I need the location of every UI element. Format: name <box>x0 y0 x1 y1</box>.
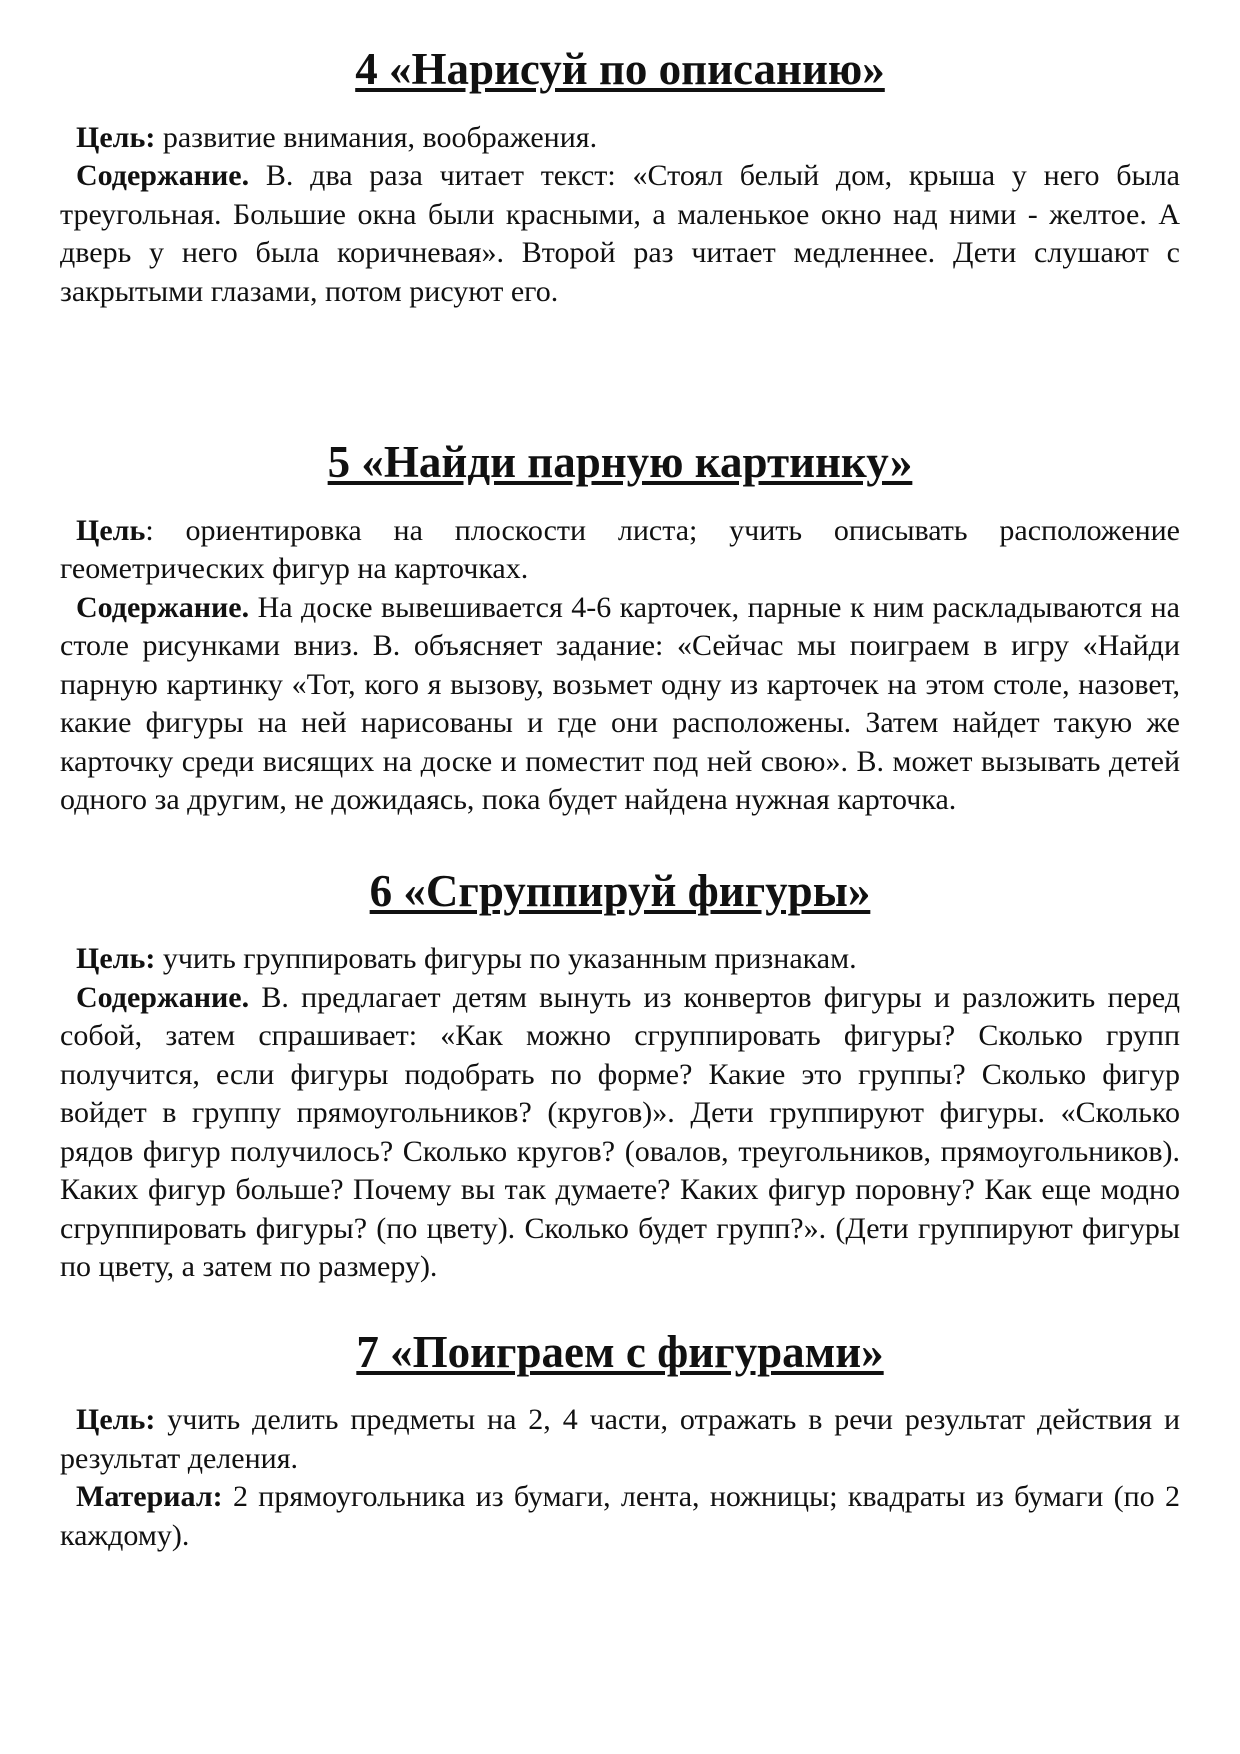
goal-text: развитие внимания, воображения. <box>155 120 598 154</box>
section-title: 4 «Нарисуй по описанию» <box>355 44 885 94</box>
content-text: В. два раза читает текст: «Стоял белый дом, крыша у него была треугольная. Большие окна были красными, а маленькое окно над ними - желтое. А дверь у него была коричневая». Второй раз читает медленнее. Дети слушают с закрытыми глазами, потом рисуют его. <box>60 159 1180 308</box>
goal-text: учить делить предметы на 2, 4 части, отражать в речи результат действия и результат деления. <box>60 1403 1180 1475</box>
section-7 <box>60 1326 1180 1556</box>
goal-label: Цель <box>76 513 146 547</box>
goal-paragraph <box>60 940 1180 979</box>
document-page <box>60 44 1180 1555</box>
section-6 <box>60 865 1180 1287</box>
section-5 <box>60 437 1180 820</box>
section-title: 7 «Поиграем с фигурами» <box>356 1326 884 1377</box>
content-text: На доске вывешивается 4-6 карточек, парные к ним раскладываются на столе рисунками вниз. В. объясняет задание: «Сейчас мы поиграем в игру «Найди парную картинку «Тот, кого я вызову, возьмет одну из карточек на этом столе, назовет, какие фигуры на ней нарисованы и где они расположены. Затем найдет такую же карточку среди висящих на доске и поместит под ней свою». В. может вызывать детей одного за другим, не дожидаясь, пока будет найдена нужная карточка. <box>60 590 1180 816</box>
goal-label: Цель: <box>76 1403 156 1436</box>
material-paragraph <box>60 1478 1180 1555</box>
content-paragraph <box>60 589 1180 820</box>
goal-paragraph <box>60 1401 1180 1478</box>
content-text: В. предлагает детям вынуть из конвертов фигуры и разложить перед собой, затем спрашивает: «Как можно сгруппировать фигуры? Сколько групп получится, если фигуры подобрать по форме? Какие это группы? Сколько фигур войдет в группу прямоугольников? (кругов)». Дети группируют фигуры. «Сколько рядов фигур получилось? Сколько кругов? (овалов, треугольников, прямоугольников). Каких фигур больше? Почему вы так думаете? Каких фигур поровну? Как еще модно сгруппировать фигуры? (по цвету). Сколько будет групп?». (Дети группируют фигуры по цвету, а затем по размеру). <box>60 980 1180 1283</box>
section-title: 5 «Найди парную картинку» <box>327 437 913 487</box>
content-label: Содержание. <box>76 159 250 192</box>
material-label: Материал: <box>76 1480 223 1513</box>
section-title: 6 «Сгруппируй фигуры» <box>369 865 871 916</box>
material-text: 2 прямоугольника из бумаги, лента, ножницы; квадраты из бумаги (по 2 каждому). <box>60 1480 1180 1552</box>
content-label: Содержание. <box>76 590 250 624</box>
goal-label: Цель: <box>76 120 156 154</box>
goal-text: : ориентировка на плоскости листа; учить описывать расположение геометрических фигур на карточках. <box>60 513 1180 585</box>
content-paragraph <box>60 979 1180 1287</box>
goal-paragraph <box>60 119 1180 158</box>
content-paragraph <box>60 157 1180 311</box>
content-label: Содержание. <box>76 980 250 1014</box>
goal-paragraph <box>60 512 1180 589</box>
goal-label: Цель: <box>76 942 156 975</box>
goal-text: учить группировать фигуры по указанным признакам. <box>155 942 857 975</box>
section-4 <box>60 44 1180 311</box>
